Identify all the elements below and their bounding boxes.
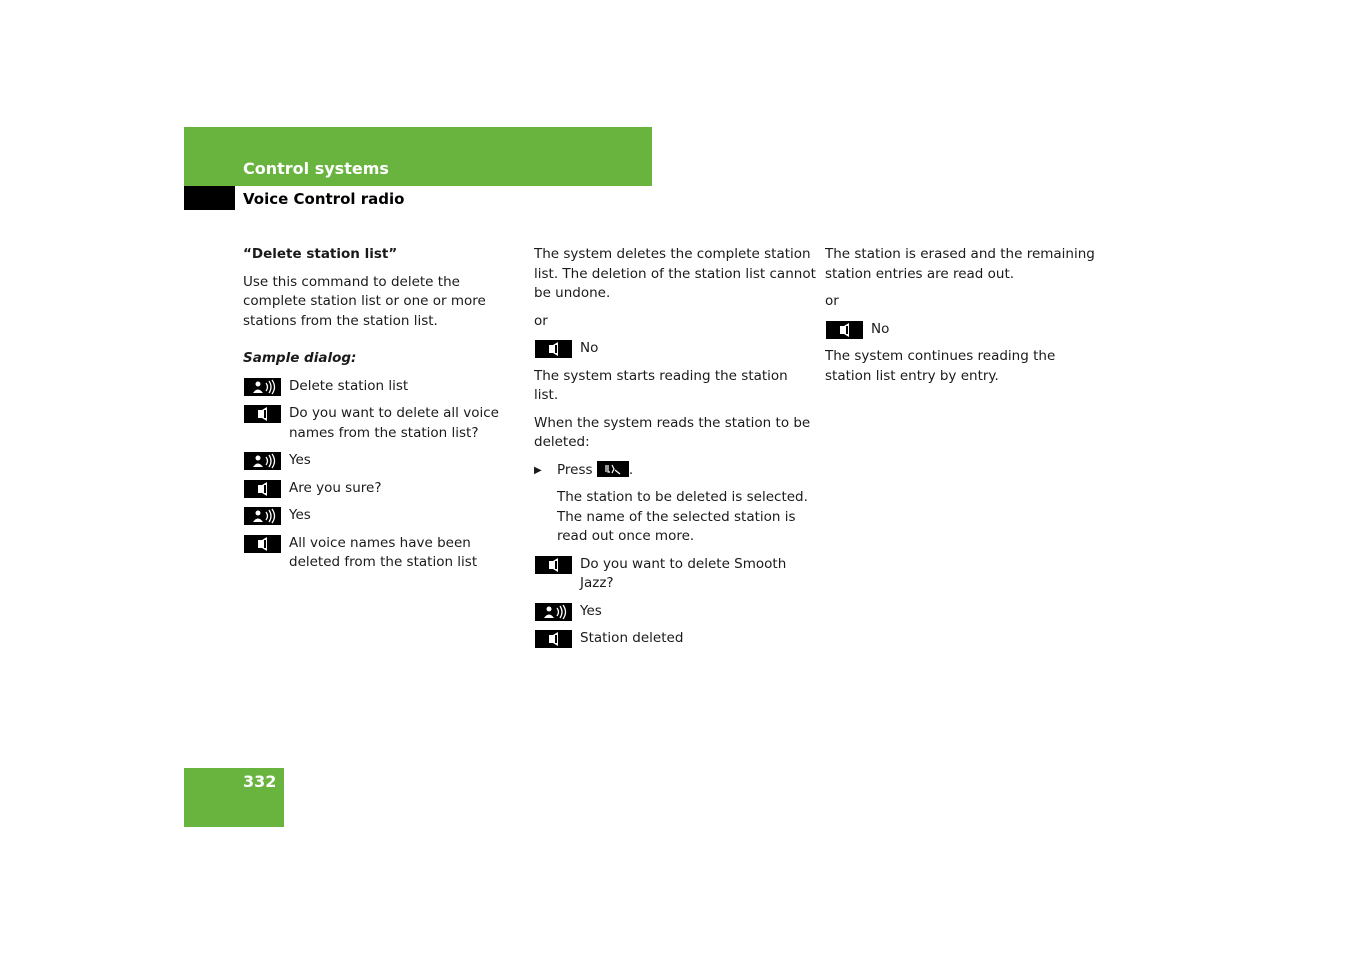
dialog-text: Yes bbox=[289, 452, 311, 468]
intro-text: Use this command to delete the complete station list or one or more stations from the station list. bbox=[243, 273, 486, 329]
dialog-text: No bbox=[580, 340, 599, 356]
speaker-voice-icon bbox=[244, 452, 281, 470]
speaker-voice-icon bbox=[244, 378, 281, 396]
paragraph: When the system reads the station to be deleted: bbox=[534, 414, 811, 450]
dialog-text: Delete station list bbox=[289, 377, 409, 394]
paragraph: The station is erased and the remaining station entries are read out. bbox=[825, 246, 1095, 282]
system-speaker-icon bbox=[244, 480, 281, 498]
system-speaker-icon bbox=[244, 535, 281, 553]
dialog-text: Station deleted bbox=[580, 630, 684, 646]
system-speaker-icon bbox=[535, 630, 572, 648]
dialog-row bbox=[534, 339, 816, 359]
dialog-row bbox=[243, 377, 518, 397]
press-text: Press bbox=[557, 461, 593, 478]
dialog-row bbox=[243, 506, 518, 526]
section-title: Control systems bbox=[243, 159, 389, 178]
subsection-title: Voice Control radio bbox=[243, 190, 405, 208]
dialog-text: Are you sure? bbox=[289, 479, 382, 496]
dialog-row bbox=[534, 555, 816, 594]
system-speaker-icon bbox=[535, 340, 572, 358]
dialog-text: Do you want to delete all voice names from the station list? bbox=[289, 405, 499, 441]
column-2 bbox=[534, 245, 816, 657]
dialog-row bbox=[243, 404, 518, 443]
paragraph: The station to be deleted is selected. The name of the selected station is read out once more. bbox=[557, 489, 808, 544]
column-1 bbox=[243, 245, 518, 581]
sample-dialog-label: Sample dialog: bbox=[243, 350, 357, 366]
dialog-row bbox=[825, 320, 1100, 340]
dialog-row bbox=[243, 451, 518, 471]
speaker-voice-icon bbox=[535, 603, 572, 621]
command-heading: “Delete station list” bbox=[243, 246, 398, 262]
dialog-row bbox=[243, 534, 518, 573]
dialog-text: Yes bbox=[580, 602, 602, 619]
column-3 bbox=[825, 245, 1100, 394]
speaker-voice-icon bbox=[244, 507, 281, 525]
paragraph: The system starts reading the station list. bbox=[534, 367, 788, 403]
system-speaker-icon bbox=[244, 405, 281, 423]
dialog-row bbox=[534, 629, 816, 649]
header-marker bbox=[184, 186, 235, 210]
system-speaker-icon bbox=[535, 556, 572, 574]
dialog-text: All voice names have been deleted from the station list bbox=[289, 534, 478, 570]
dialog-text: Do you want to delete Smooth Jazz? bbox=[580, 555, 787, 591]
dialog-text: No bbox=[871, 320, 890, 337]
paragraph: The system deletes the complete station list. The deletion of the station list cannot be undone. bbox=[534, 246, 816, 301]
dialog-row bbox=[243, 479, 518, 499]
page-number: 332 bbox=[243, 772, 277, 791]
or-text: or bbox=[534, 312, 548, 329]
instruction-step bbox=[534, 461, 816, 481]
voice-button-icon bbox=[597, 461, 629, 477]
dialog-row bbox=[534, 602, 816, 622]
system-speaker-icon bbox=[826, 321, 863, 339]
paragraph: The system continues reading the station list entry by entry. bbox=[825, 348, 1056, 384]
or-text: or bbox=[825, 293, 839, 309]
dialog-text: Yes bbox=[289, 507, 311, 523]
period-text: . bbox=[628, 461, 634, 478]
bullet-arrow-icon: ▶ bbox=[534, 464, 542, 476]
